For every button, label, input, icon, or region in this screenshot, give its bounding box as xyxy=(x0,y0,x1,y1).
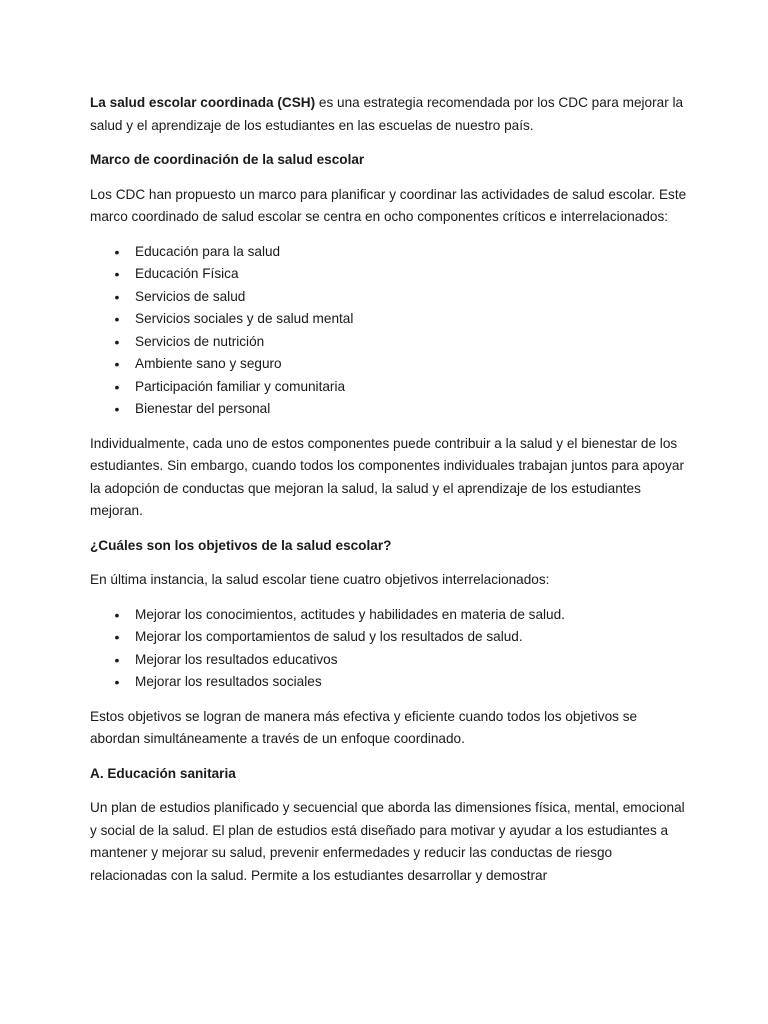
list-item xyxy=(90,649,690,672)
bullet-icon: • xyxy=(114,606,120,623)
bullet-icon: • xyxy=(114,378,120,395)
list-item xyxy=(90,671,690,694)
bullet-icon: • xyxy=(114,266,120,282)
list-item-text: Mejorar los resultados educativos xyxy=(135,651,338,667)
objectives-paragraph: En última instancia, la salud escolar tiene cuatro objetivos interrelacionados: xyxy=(90,572,550,587)
list-item xyxy=(90,263,690,286)
list-item xyxy=(90,626,690,649)
bullet-icon: • xyxy=(114,651,120,668)
list-item xyxy=(90,398,690,421)
section-heading-health-education: A. Educación sanitaria xyxy=(90,765,236,781)
list-item xyxy=(90,308,690,331)
section-heading-coordination: Marco de coordinación de la salud escolar xyxy=(90,152,365,167)
list-item xyxy=(90,331,690,354)
bullet-icon: • xyxy=(114,243,120,260)
intro-bold-term: La salud escolar coordinada (CSH) xyxy=(90,95,316,110)
bullet-icon: • xyxy=(114,401,120,417)
bullet-icon: • xyxy=(114,629,120,645)
list-item-text: Mejorar los comportamientos de salud y los resultados de salud. xyxy=(135,629,523,644)
intro-text: es una estrategia recomendada por los CDC para mejorar la salud y el aprendizaje de los estudiantes en las escuelas de nuestro país. xyxy=(90,95,684,133)
list-item-text: Servicios sociales y de salud mental xyxy=(135,311,354,326)
list-item-text: Mejorar los conocimientos, actitudes y habilidades en materia de salud. xyxy=(135,606,565,622)
list-item-text: Educación Física xyxy=(135,266,239,281)
list-item-text: Servicios de nutrición xyxy=(135,333,265,349)
health-education-paragraph: Un plan de estudios planificado y secuencial que aborda las dimensiones física, mental, emocional y social de la salud. El plan de estudios está diseñado para motivar y ayudar a los estudiantes a mantener y mejorar su salud, prevenir enfermedades y reducir las conductas de riesgo relacionadas con la salud. Permite a los estudiantes desarrollar y demostrar xyxy=(90,800,685,883)
list-item xyxy=(90,376,690,399)
document-body xyxy=(90,92,690,899)
list-item-text: Ambiente sano y seguro xyxy=(135,356,282,371)
bullet-icon: • xyxy=(114,311,120,327)
list-item-text: Educación para la salud xyxy=(135,243,281,259)
intro-paragraph xyxy=(90,92,690,137)
coordination-paragraph: Los CDC han propuesto un marco para planificar y coordinar las actividades de salud escolar. Este marco coordinado de salud escolar se centra en ocho componentes críticos e interrelacionados: xyxy=(90,186,687,224)
list-item-text: Mejorar los resultados sociales xyxy=(135,674,322,689)
list-item xyxy=(90,604,690,627)
section-heading-objectives: ¿Cuáles son los objetivos de la salud escolar? xyxy=(90,537,392,553)
bullet-icon: • xyxy=(114,356,120,372)
list-item-text: Servicios de salud xyxy=(135,288,246,304)
components-list xyxy=(90,241,690,421)
bullet-icon: • xyxy=(114,674,120,690)
bullet-icon: • xyxy=(114,288,120,305)
components-closing-paragraph: Individualmente, cada uno de estos componentes puede contribuir a la salud y el bienestar de los estudiantes. Sin embargo, cuando todos los componentes individuales trabajan juntos para apoyar la adopción de conductas que mejoran la salud, la salud y el aprendizaje de los estudiantes mejoran. xyxy=(90,435,684,518)
list-item xyxy=(90,353,690,376)
list-item xyxy=(90,241,690,264)
list-item xyxy=(90,286,690,309)
bullet-icon: • xyxy=(114,333,120,350)
objectives-list xyxy=(90,604,690,694)
list-item-text: Bienestar del personal xyxy=(135,401,271,416)
objectives-closing-paragraph: Estos objetivos se logran de manera más efectiva y eficiente cuando todos los objetivos se abordan simultáneamente a través de un enfoque coordinado. xyxy=(90,708,638,746)
list-item-text: Participación familiar y comunitaria xyxy=(135,378,346,394)
